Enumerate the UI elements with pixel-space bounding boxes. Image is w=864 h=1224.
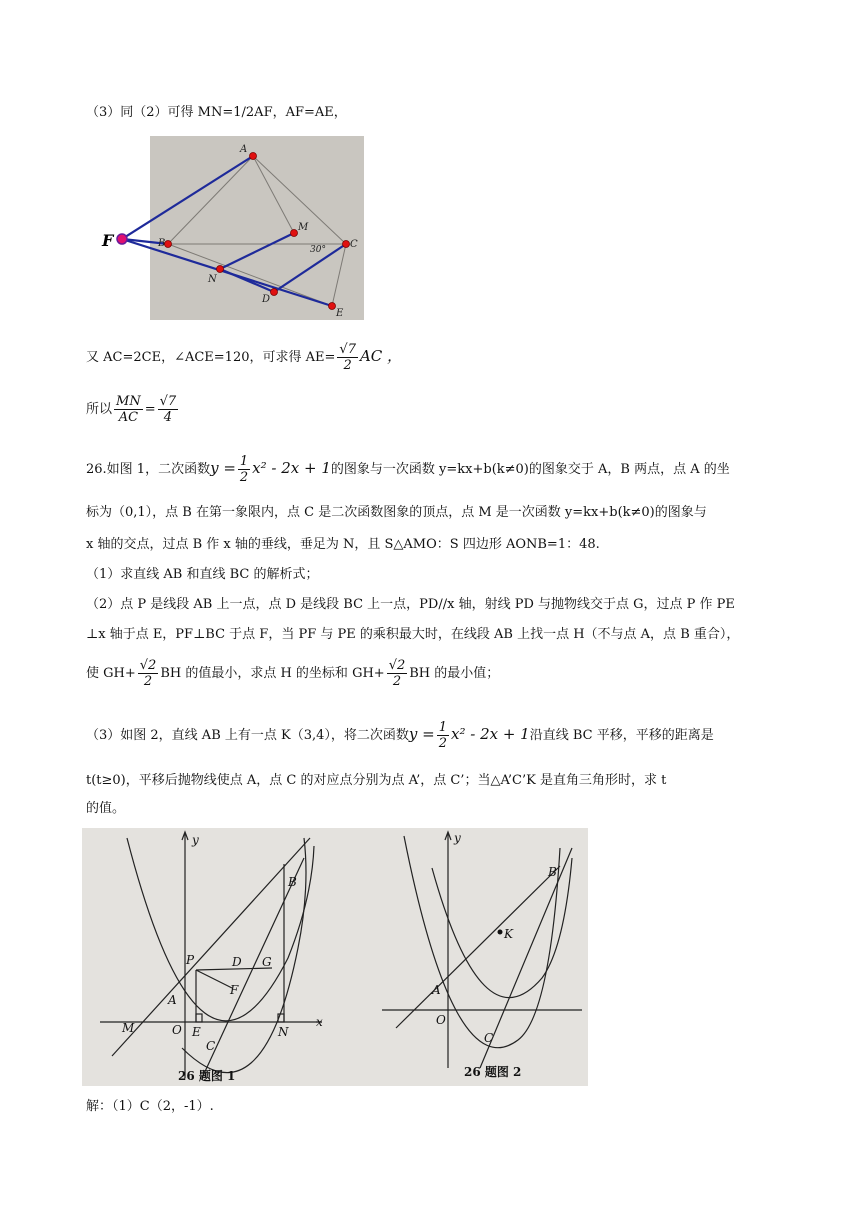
fig1-label-y: y [192,833,199,847]
solution-line: 解：（1）C（2，-1）. [86,1099,214,1114]
label-M: M [298,222,309,233]
p3-func-den: 2 [438,736,447,751]
figure2-caption: 26 题图 2 [464,1065,522,1079]
p2-l3-num: √2 [139,658,157,673]
ae-prefix: 又 AC=2CE，∠ACE=120，可求得 AE= [86,350,336,365]
p2-l3-num2: √2 [388,658,406,673]
q26-func-num: 1 [239,454,249,469]
fig2-label-K: K [504,927,513,941]
ratio-right-den: 4 [163,410,173,425]
function-figures-photo [82,828,588,1086]
figure1-caption: 26 题图 1 [178,1069,236,1083]
q26-l1-b: 的图象与一次函数 y=kx+b(k≠0)的图象交于 A，B 两点，点 A 的坐 [330,462,730,477]
q26-part1: （1）求直线 AB 和直线 BC 的解析式； [86,567,319,582]
q26-part3-line3: 的值。 [86,801,126,816]
q26-func-rest: x² - 2x + 1 [252,459,331,477]
label-E: E [336,308,344,319]
fig1-label-O: O [172,1023,182,1037]
q26-part3-line1 [86,718,714,752]
q26-func-den: 2 [239,470,249,485]
p2-l3-a: 使 GH+ [86,666,136,681]
part3-intro: （3）同（2）可得 MN=1/2AF，AF=AE， [86,105,347,120]
label-angle: 30° [310,245,326,255]
ae-frac-num: √7 [339,342,356,357]
fig1-label-P: P [186,953,195,967]
q26-l1-a: 26.如图 1，二次函数 [86,462,211,477]
p3-func-rest: x² - 2x + 1 [451,725,530,743]
p2-l3-den2: 2 [392,674,402,689]
ratio-statement [86,394,180,426]
ratio-prefix: 所以 [86,402,113,417]
ae-statement [86,340,402,374]
ratio-right-num: √7 [159,394,177,409]
fig1-label-B: B [288,875,297,889]
fig2-label-O: O [436,1013,446,1027]
q26-line2: 标为（0,1），点 B 在第一象限内，点 C 是二次函数图象的顶点，点 M 是一次函数 y=kx+b(k≠0)的图象与 [86,505,707,520]
p3-func-y: y = [408,725,435,743]
p2-l3-c: BH 的最小值； [409,666,500,681]
label-F: F [102,231,114,250]
fig1-label-G: G [262,955,272,969]
fig2-label-B: B [548,865,557,879]
label-N: N [208,274,217,285]
label-B: B [158,238,166,249]
q26-line3: x 轴的交点，过点 B 作 x 轴的垂线，垂足为 N，且 S△AMO：S 四边形 AONB=1：48. [86,537,600,552]
q26-part2-line3 [86,658,499,690]
fig2-label-y: y [454,831,461,845]
ratio-equals: = [144,402,156,417]
fig2-label-A: A [432,983,441,997]
q26-func-y: y = [210,459,236,477]
label-D: D [262,294,271,305]
p3-l1-a: （3）如图 2，直线 AB 上有一点 K（3,4），将二次函数 [86,728,409,743]
ae-frac-den: 2 [343,358,352,373]
label-C: C [350,239,358,250]
fig1-label-D: D [232,955,242,969]
fig2-label-C: C [484,1031,494,1045]
q26-part3-line2: t(t≥0)，平移后抛物线使点 A，点 C 的对应点分别为点 A’，点 C’；当△A’C’K 是直角三角形时，求 t [86,773,667,788]
fig1-label-F: F [230,983,239,997]
fig1-label-A: A [168,993,177,1007]
p2-l3-den: 2 [143,674,153,689]
p3-func-num: 1 [438,720,447,735]
p3-l1-b: 沿直线 BC 平移，平移的距离是 [529,728,714,743]
ae-suffix: AC ， [359,347,403,365]
p2-l3-b: BH 的值最小，求点 H 的坐标和 GH+ [160,666,385,681]
geometry-figure-top [100,136,370,322]
ratio-left-den: AC [118,410,139,425]
q26-line1 [86,452,730,486]
label-A: A [240,144,248,155]
q26-part2-line1: （2）点 P 是线段 AB 上一点，点 D 是线段 BC 上一点，PD//x 轴，射线 PD 与抛物线交于点 G，过点 P 作 PE [86,597,735,612]
fig1-label-E: E [192,1025,201,1039]
q26-part2-line2: ⊥x 轴于点 E，PF⊥BC 于点 F，当 PF 与 PE 的乘积最大时，在线段 AB 上找一点 H（不与点 A，点 B 重合）， [86,627,740,642]
fig1-label-M: M [122,1021,135,1035]
fig1-label-x: x [316,1015,323,1029]
fig1-label-N: N [278,1025,289,1039]
fig1-label-C: C [206,1039,216,1053]
ratio-left-num: MN [116,394,141,409]
